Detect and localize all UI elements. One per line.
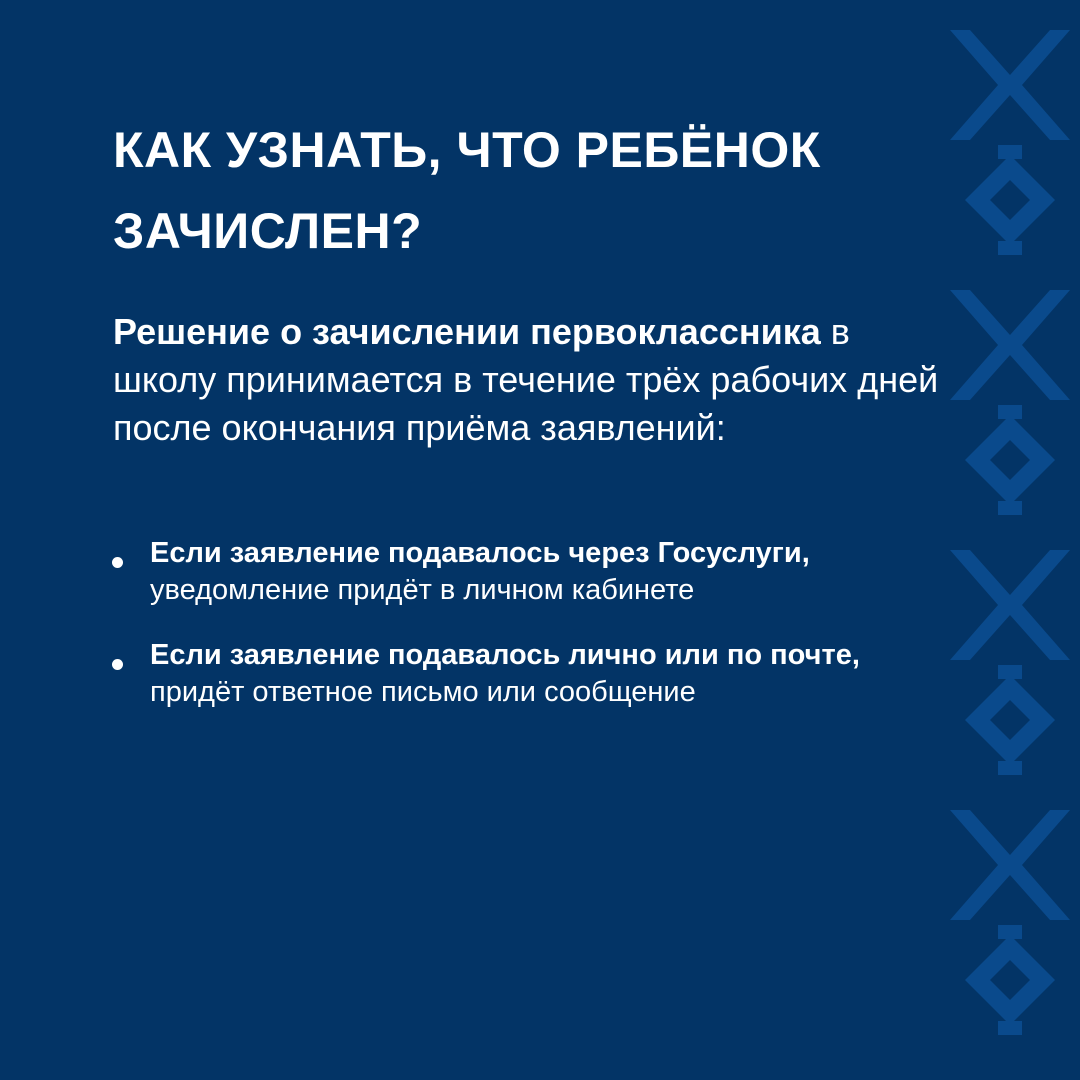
list-item-regular-text: придёт ответное письмо или сообщение: [150, 676, 696, 708]
list-item-regular-text: уведомление придёт в личном кабинете: [150, 574, 695, 606]
page-title: КАК УЗНАТЬ, ЧТО РЕБЁНОК ЗАЧИСЛЕН?: [113, 122, 821, 259]
notification-list: [108, 535, 928, 739]
intro-paragraph: [113, 308, 943, 452]
list-item-in-person-mail: [108, 637, 928, 711]
list-item-bold-text: Если заявление подавалось лично или по почте,: [150, 639, 860, 671]
bullet-dot-icon: [112, 557, 123, 568]
intro-regular-text: в школу принимается в течение трёх рабочих дней после окончания приёма заявлений:: [113, 311, 939, 448]
list-item-text: [150, 637, 928, 711]
list-item-text: [150, 535, 928, 609]
intro-bold-text: Решение о зачислении первоклассника: [113, 311, 821, 352]
bullet-dot-icon: [112, 659, 123, 670]
list-item-gosuslugi: [108, 535, 928, 609]
list-item-bold-text: Если заявление подавалось через Госуслуги,: [150, 537, 810, 569]
